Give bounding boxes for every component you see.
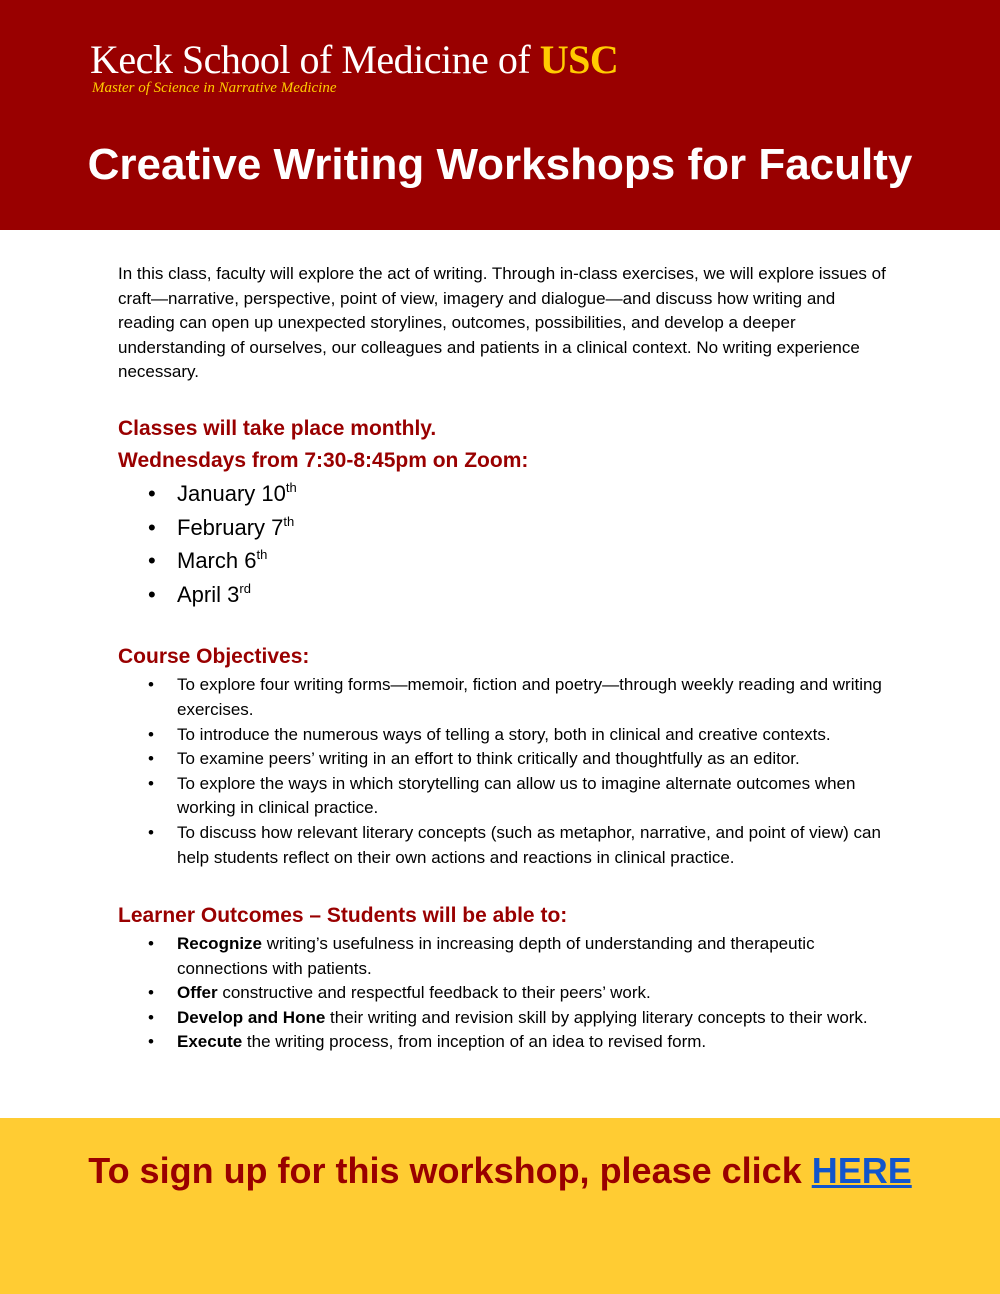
- date-item: • April 3rd: [177, 578, 888, 612]
- page-title: Creative Writing Workshops for Faculty: [87, 140, 913, 189]
- objectives-section: [118, 641, 888, 870]
- keck-logo: [90, 36, 618, 83]
- date-item: • January 10th: [177, 477, 888, 511]
- signup-cta: [0, 1150, 1000, 1192]
- schedule-heading-monthly: Classes will take place monthly.: [118, 416, 437, 440]
- objective-item: • To explore four writing forms—memoir, fiction and poetry—through weekly reading and writing exercises.: [177, 673, 888, 722]
- schedule-heading-time: Wednesdays from 7:30-8:45pm on Zoom:: [118, 448, 529, 472]
- objective-item: • To explore the ways in which storytelling can allow us to imagine alternate outcomes when working in clinical practice.: [177, 772, 888, 821]
- signup-link[interactable]: HERE: [811, 1150, 912, 1191]
- objectives-list: [118, 673, 888, 870]
- outcome-item: • Offer constructive and respectful feedback to their peers’ work.: [177, 981, 888, 1006]
- objective-item: • To introduce the numerous ways of telling a story, both in clinical and creative contexts.: [177, 723, 888, 748]
- header-banner: [0, 0, 1000, 230]
- footer-banner: [0, 1118, 1000, 1294]
- date-item: • March 6th: [177, 544, 888, 578]
- logo-name: Keck School of Medicine of: [90, 37, 540, 82]
- dates-list: [118, 477, 888, 611]
- intro-paragraph: In this class, faculty will explore the act of writing. Through in-class exercises, we will explore issues of craft—narrative, perspective, point of view, imagery and dialogue—and discuss how writing and reading can open up unexpected storylines, outcomes, possibilities, and develop a deeper understanding of ourselves, our colleagues and patients in a clinical context. No writing experience necessary.: [118, 264, 886, 382]
- outcome-item: • Execute the writing process, from inception of an idea to revised form.: [177, 1030, 888, 1055]
- logo-subtitle: Master of Science in Narrative Medicine: [92, 80, 337, 96]
- cta-text: To sign up for this workshop, please click: [88, 1150, 812, 1191]
- outcomes-section: [118, 900, 888, 1055]
- logo-usc: USC: [539, 37, 619, 82]
- main-content: [118, 262, 888, 1055]
- outcomes-list: [118, 932, 888, 1055]
- date-item: • February 7th: [177, 511, 888, 545]
- outcomes-heading: Learner Outcomes – Students will be able to:: [118, 904, 568, 928]
- objective-item: • To discuss how relevant literary concepts (such as metaphor, narrative, and point of view) can help students reflect on their own actions and reactions in clinical practice.: [177, 821, 888, 870]
- objective-item: • To examine peers’ writing in an effort to think critically and thoughtfully as an editor.: [177, 747, 888, 772]
- schedule-section: [118, 413, 888, 611]
- outcome-item: • Recognize writing’s usefulness in increasing depth of understanding and therapeutic connections with patients.: [177, 932, 888, 981]
- objectives-heading: Course Objectives:: [118, 645, 310, 669]
- outcome-item: • Develop and Hone their writing and revision skill by applying literary concepts to their work.: [177, 1006, 888, 1031]
